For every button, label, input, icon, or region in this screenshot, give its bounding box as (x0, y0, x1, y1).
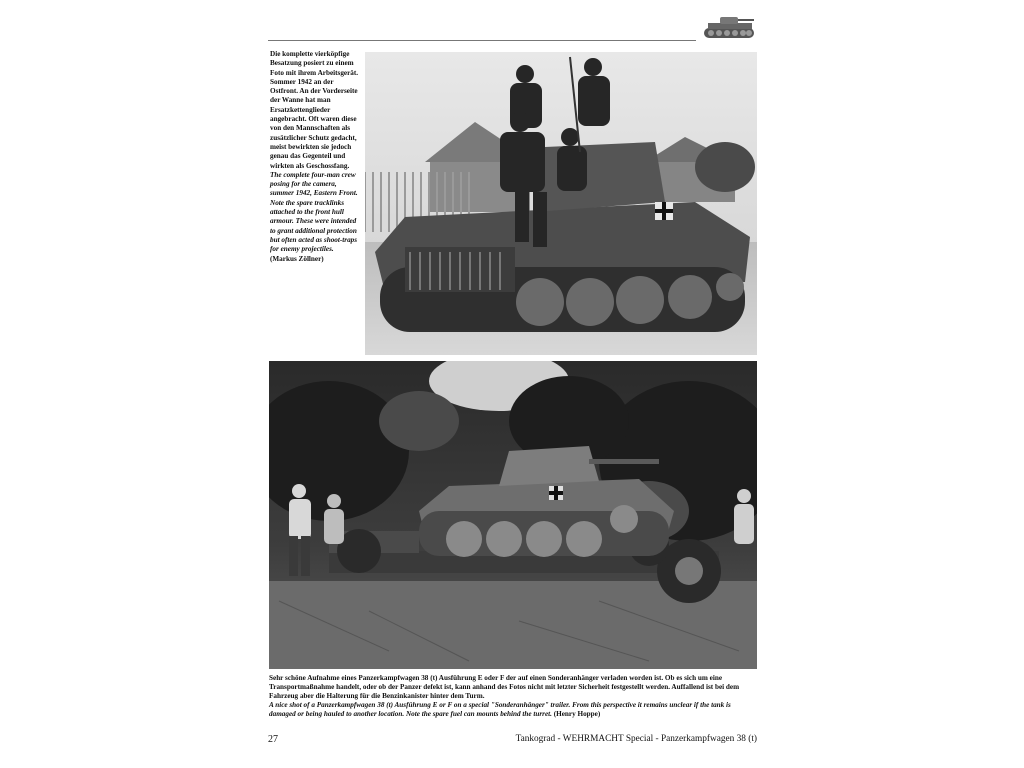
side-caption (270, 50, 362, 264)
tank-icon (702, 12, 758, 42)
page-number: 27 (268, 734, 278, 745)
side-caption-english: The complete four-man crew posing for the camera, summer 1942, Eastern Front. Note the spare tracklinks attached to the front hull armour. These were intended to grant additional protection but often acted as shoot-traps for enemy projectiles. (270, 170, 358, 254)
bottom-caption-credit: (Henry Hoppe) (553, 710, 601, 719)
side-caption-credit: (Markus Zöllner) (270, 254, 324, 263)
bottom-caption-german: Sehr schöne Aufnahme eines Panzerkampfwagen 38 (t) Ausführung E oder F der auf einen Sonderanhänger verladen worden ist. Ob es sich um eine Transportmaßnahme handelt, oder ob der Panzer defekt ist, kann anhand des Fotos nicht mit letzter Sicherheit festgestellt werden. Auffallend ist bei dem Fahrzeug aber die Halterung für die Benzinkanister hinter dem Turm. (269, 674, 740, 701)
bottom-caption-english: A nice shot of a Panzerkampfwagen 38 (t) Ausführung E or F on a special "Sonderanhänger" trailer. From this perspective it remains unclear if the tank is damaged or being hauled to another location. Note the spare fuel can mounts behind the turret. (269, 701, 731, 719)
header-rule (268, 40, 696, 41)
side-caption-german: Die komplette vierköpfige Besatzung posiert zu einem Foto mit ihrem Arbeitsgerät. Sommer 1942 an der Ostfront. An der Vorderseite der Wanne hat man Ersatzkettenglieder angebracht. Oft waren diese von den Mannschaften als zusätzlicher Schutz gedacht, meist bewirkten sie jedoch genau das Gegenteil und wirkten als Geschossfang. (270, 50, 359, 170)
photo-crew-on-tank (365, 52, 757, 355)
running-footer-title: Tankograd - WEHRMACHT Special - Panzerkampfwagen 38 (t) (515, 734, 757, 744)
photo-tank-on-trailer (269, 361, 757, 669)
bottom-caption (269, 674, 757, 719)
